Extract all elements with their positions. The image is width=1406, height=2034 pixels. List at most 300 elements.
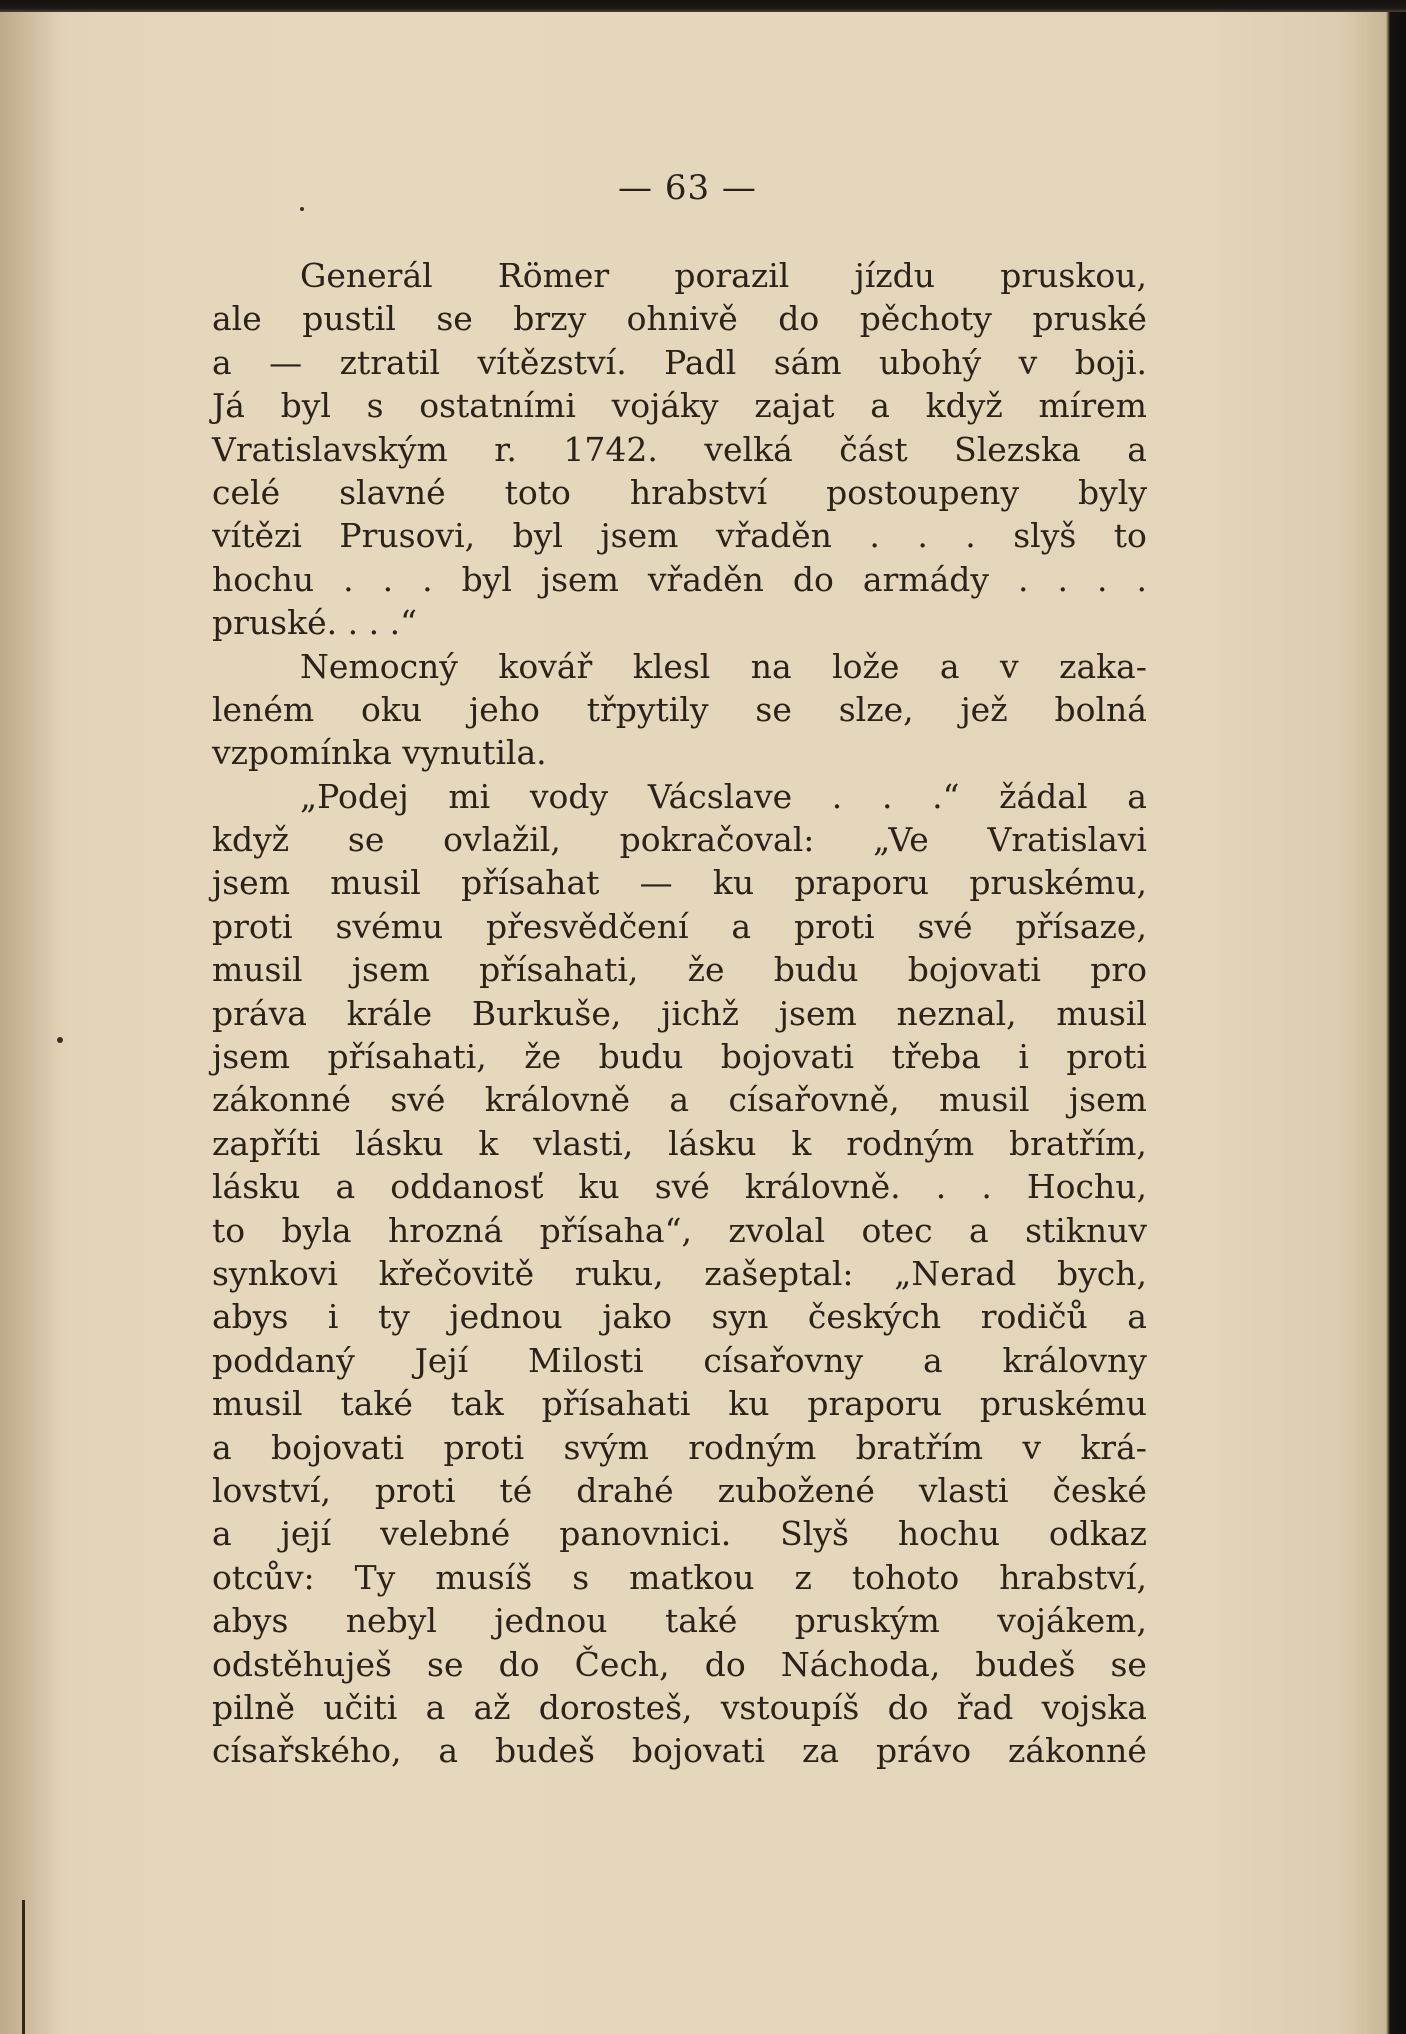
word: do: [704, 1644, 746, 1684]
word: a: [335, 1167, 356, 1207]
word: bojovati: [271, 1427, 405, 1467]
word: řad: [956, 1687, 1014, 1727]
word: slyš: [1013, 516, 1077, 556]
text-line: [212, 471, 1147, 514]
word: 1742.: [563, 429, 658, 469]
word: brzy: [513, 299, 587, 339]
word: zapříti: [212, 1123, 321, 1163]
word: i: [327, 1297, 339, 1337]
word: musil: [212, 950, 303, 990]
word: pěchoty: [859, 299, 992, 339]
word: jízdu: [854, 256, 936, 295]
text-line: [212, 297, 1147, 340]
word: císařského,: [212, 1731, 402, 1771]
word: bojovati: [631, 1731, 766, 1771]
word: sám: [773, 342, 842, 382]
word: královny: [1002, 1340, 1147, 1380]
word: přísahati: [541, 1384, 691, 1424]
word: jednou: [449, 1297, 563, 1337]
text-line: [212, 1295, 1147, 1338]
word: musil: [212, 1384, 303, 1424]
page-number: — 63 —: [618, 168, 757, 208]
word: se: [427, 1644, 464, 1684]
word: rodičů: [980, 1297, 1088, 1337]
word: a: [1127, 429, 1147, 469]
word: že: [524, 1037, 562, 1077]
word: matkou: [629, 1557, 755, 1597]
word: a: [870, 386, 890, 426]
word: práva: [212, 993, 307, 1033]
word: .“: [932, 776, 960, 816]
word: část: [839, 429, 908, 469]
word: lásku: [212, 1167, 301, 1207]
word: .: [981, 1167, 992, 1207]
text-line: [212, 341, 1147, 384]
word: .: [1096, 559, 1108, 599]
word: s: [366, 386, 384, 426]
word: do: [887, 1687, 929, 1727]
word: hochu: [897, 1514, 1000, 1554]
word: a: [923, 1340, 943, 1380]
word: Vácslave: [647, 776, 793, 816]
word: a: [669, 1080, 690, 1120]
word: v: [1000, 646, 1019, 686]
word: Hochu,: [1026, 1167, 1147, 1207]
text-line: [212, 645, 1147, 688]
text-line: [212, 1252, 1147, 1295]
word: .: [917, 516, 928, 556]
word: jichž: [661, 993, 740, 1033]
word: .: [368, 603, 380, 643]
word: pruským: [794, 1601, 940, 1641]
word: s: [572, 1557, 590, 1597]
word: lásku: [668, 1123, 757, 1163]
word: .: [831, 776, 843, 816]
text-line: [212, 992, 1147, 1035]
word: do: [792, 559, 834, 599]
word: učiti: [323, 1687, 398, 1727]
word: bratřím,: [1008, 1123, 1147, 1163]
word: třpytily: [586, 689, 709, 729]
text-line: [212, 428, 1147, 471]
word: pruskému: [979, 1384, 1147, 1424]
word: vřaděn: [647, 559, 764, 599]
word: .: [347, 603, 359, 643]
word: porazil: [674, 256, 790, 295]
word: vlasti,: [533, 1123, 634, 1163]
word: pruské: [1032, 299, 1147, 339]
word: Slezska: [954, 429, 1081, 469]
word: dorosteš,: [538, 1687, 693, 1727]
word: budu: [773, 950, 859, 990]
text-line: [212, 558, 1147, 601]
word: .: [965, 516, 976, 556]
word: .: [1057, 559, 1068, 599]
word: postoupeny: [826, 472, 1020, 512]
word: za: [802, 1731, 840, 1771]
text-line: [212, 775, 1147, 818]
word: byl: [512, 516, 563, 556]
word: k: [791, 1123, 812, 1163]
word: Slyš: [780, 1514, 849, 1554]
word: vřaděn: [715, 516, 832, 556]
word: boji.: [1074, 342, 1147, 382]
word: panovnici.: [559, 1514, 732, 1554]
word: vítězi: [212, 516, 302, 556]
word: k: [478, 1123, 499, 1163]
word: císařovně,: [728, 1080, 900, 1120]
word: zákonné: [212, 1080, 351, 1120]
word: svým: [563, 1427, 649, 1467]
word: .: [343, 559, 354, 599]
text-line: [212, 1556, 1147, 1599]
word: přísahati,: [327, 1037, 487, 1077]
word: slavné: [339, 472, 446, 512]
word: jednou: [494, 1601, 608, 1641]
word: své: [917, 906, 973, 946]
word: leném: [212, 689, 315, 729]
word: jako: [602, 1297, 672, 1337]
word: ruku,: [574, 1253, 664, 1293]
word: praporu: [807, 1384, 942, 1424]
word: velká: [704, 429, 793, 469]
word: až: [473, 1687, 511, 1727]
word: pokračoval:: [619, 820, 815, 860]
text-line: [212, 254, 1147, 297]
word: jsem: [778, 993, 857, 1033]
word: tohoto: [851, 1557, 960, 1597]
word: a: [212, 342, 232, 382]
word: r.: [494, 429, 517, 469]
text-line: [212, 861, 1147, 904]
word: .: [869, 516, 880, 556]
text-line: [212, 1209, 1147, 1252]
word: proti: [1066, 1037, 1147, 1077]
word: vzpomínka: [212, 733, 392, 773]
word: a: [212, 1427, 232, 1467]
word: nebyl: [345, 1601, 437, 1641]
word: bojovati: [720, 1037, 855, 1077]
word: mírem: [1038, 386, 1147, 426]
body-text: [212, 254, 1147, 1773]
word: zašeptal:: [704, 1253, 854, 1293]
word: zaka-: [1059, 646, 1147, 686]
word: byl: [280, 386, 331, 426]
word: a: [1127, 1297, 1147, 1337]
word: pruskému,: [969, 863, 1147, 903]
scanner-top-edge: [0, 0, 1406, 12]
word: v: [1022, 1427, 1041, 1467]
word: přísahati,: [479, 950, 639, 990]
word: .: [935, 1167, 947, 1207]
text-line: [212, 688, 1147, 731]
word: —: [269, 342, 303, 382]
word: se: [347, 820, 385, 860]
word: Burkuše,: [471, 993, 622, 1033]
word: se: [436, 299, 473, 339]
page-gutter-shadow: [0, 12, 60, 2034]
word: proti: [374, 1470, 456, 1510]
word: klesl: [632, 646, 711, 686]
word: v: [1018, 342, 1038, 382]
word: ubohý: [879, 342, 982, 382]
word: syn: [711, 1297, 769, 1337]
word: zajat: [754, 386, 835, 426]
word: své: [654, 1167, 710, 1207]
word: musil: [330, 863, 421, 903]
text-line: [212, 1382, 1147, 1425]
text-line: [212, 1469, 1147, 1512]
text-line: [212, 514, 1147, 557]
word: Generál: [300, 256, 433, 295]
word: rodným: [846, 1123, 975, 1163]
word: královně: [484, 1080, 631, 1120]
word: Milosti: [528, 1340, 644, 1380]
word: Vratislavi: [987, 820, 1147, 860]
word: jsem: [600, 516, 679, 556]
word: .: [1136, 559, 1147, 599]
word: Náchoda,: [780, 1644, 941, 1684]
word: stiknuv: [1025, 1210, 1147, 1250]
word: jež: [960, 689, 1008, 729]
word: proti: [212, 906, 293, 946]
word: abys: [212, 1601, 289, 1641]
word: její: [280, 1514, 332, 1554]
word: zvolal: [728, 1210, 826, 1250]
word: musíš: [435, 1557, 533, 1597]
word: vojáky: [611, 386, 719, 426]
word: ale: [212, 299, 262, 339]
word: vojska: [1041, 1687, 1147, 1727]
word: .: [382, 559, 394, 599]
word: „Nerad: [894, 1253, 1017, 1293]
word: hrabství: [629, 472, 768, 512]
text-line: [212, 384, 1147, 427]
page-edge-mark: [22, 1900, 25, 2034]
word: drahé: [576, 1470, 674, 1510]
word: hrozná: [387, 1210, 504, 1250]
text-line: [212, 905, 1147, 948]
word: a: [425, 1687, 446, 1727]
word: když: [925, 386, 1003, 426]
word: ty: [377, 1297, 410, 1337]
word: celé: [212, 472, 281, 512]
text-line: [212, 1165, 1147, 1208]
word: i: [1018, 1037, 1029, 1077]
word: pustil: [302, 299, 396, 339]
word: se: [755, 689, 792, 729]
text-line: [212, 1643, 1147, 1686]
word: vítězství.: [477, 342, 627, 382]
word: velebné: [380, 1514, 511, 1554]
word: byl: [461, 559, 512, 599]
word: právo: [875, 1731, 972, 1771]
word: toto: [504, 472, 571, 512]
word: a: [731, 906, 752, 946]
word: jsem: [351, 950, 430, 990]
word: neznal,: [896, 993, 1017, 1033]
word: bratřím: [855, 1427, 984, 1467]
word: přísaha“,: [539, 1210, 692, 1250]
word: do: [498, 1644, 540, 1684]
word: Její: [414, 1340, 469, 1380]
word: odstěhuješ: [212, 1644, 392, 1684]
word: ostatními: [419, 386, 576, 426]
word: pruskou,: [1000, 256, 1147, 295]
word: Prusovi,: [339, 516, 476, 556]
word: lásku: [355, 1123, 444, 1163]
text-line: [212, 731, 1147, 774]
word: ku: [578, 1167, 620, 1207]
word: to: [212, 1210, 246, 1250]
word: krá-: [1080, 1427, 1147, 1467]
word: rodným: [688, 1427, 817, 1467]
word: českých: [807, 1297, 942, 1337]
word: a: [212, 1514, 232, 1554]
word: budu: [598, 1037, 684, 1077]
word: budeš: [975, 1644, 1076, 1684]
word: krále: [346, 993, 433, 1033]
word: na: [750, 646, 792, 686]
word: ztratil: [339, 342, 441, 382]
word: Vratislavským: [212, 429, 448, 469]
word: jsem: [540, 559, 619, 599]
word: ovlažil,: [443, 820, 561, 860]
word: vody: [529, 776, 609, 816]
word: ku: [728, 1384, 770, 1424]
word: pilně: [212, 1687, 296, 1727]
word: tak: [450, 1384, 504, 1424]
text-line: [212, 1729, 1147, 1772]
word: a: [438, 1731, 459, 1771]
text-line: [212, 1686, 1147, 1729]
word: oddanosť: [390, 1167, 544, 1207]
word: musil: [939, 1080, 1030, 1120]
text-line: [212, 1512, 1147, 1555]
word: Nemocný: [300, 646, 458, 686]
word: bolná: [1054, 689, 1147, 729]
word: musil: [1056, 993, 1147, 1033]
word: přísahat: [461, 863, 600, 903]
word: Čech,: [574, 1644, 670, 1684]
word: Ty: [354, 1557, 396, 1597]
word: .“: [389, 603, 417, 643]
word: také: [340, 1384, 413, 1424]
word: .: [881, 776, 893, 816]
word: .: [422, 559, 433, 599]
word: zubožené: [717, 1470, 875, 1510]
word: té: [499, 1470, 533, 1510]
word: jsem: [212, 1037, 290, 1077]
word: ohnivě: [626, 299, 738, 339]
word: ku: [712, 863, 755, 903]
word: jeho: [468, 689, 540, 729]
text-line: [212, 948, 1147, 991]
word: bojovati: [907, 950, 1041, 990]
word: Padl: [664, 342, 737, 382]
text-line: [212, 1599, 1147, 1642]
word: a: [939, 646, 960, 686]
word: vynutila.: [402, 733, 547, 773]
word: když: [212, 820, 290, 860]
word: císařovny: [703, 1340, 864, 1380]
word: žádal: [999, 776, 1088, 816]
text-line: [212, 1339, 1147, 1382]
text-line: [212, 1078, 1147, 1121]
word: to: [1113, 516, 1147, 556]
word: mi: [448, 776, 491, 816]
word: vlasti: [918, 1470, 1009, 1510]
word: budeš: [495, 1731, 595, 1771]
word: bych,: [1056, 1253, 1147, 1293]
word: proti: [443, 1427, 525, 1467]
word: vojákem,: [997, 1601, 1147, 1641]
word: proti: [793, 906, 875, 946]
word: přísaze,: [1015, 906, 1147, 946]
word: svému: [335, 906, 444, 946]
word: a: [968, 1210, 989, 1250]
text-line: [212, 1426, 1147, 1469]
word: jsem: [1068, 1080, 1147, 1120]
word: lože: [832, 646, 900, 686]
word: jsem: [212, 863, 290, 903]
word: královně.: [744, 1167, 901, 1207]
word: hrabství,: [999, 1557, 1147, 1597]
word: byla: [281, 1210, 352, 1250]
word: odkaz: [1048, 1514, 1147, 1554]
word: z: [794, 1557, 812, 1597]
word: oku: [361, 689, 423, 729]
word: křečovitě: [378, 1253, 535, 1293]
word: také: [664, 1601, 738, 1641]
word: poddaný: [212, 1340, 355, 1380]
word: a: [1127, 776, 1147, 816]
word: armády: [862, 559, 990, 599]
word: vstoupíš: [720, 1687, 860, 1727]
word: zákonné: [1007, 1731, 1147, 1771]
word: „Ve: [873, 820, 929, 860]
word: .: [1018, 559, 1029, 599]
word: lovství,: [212, 1470, 331, 1510]
word: byly: [1078, 472, 1147, 512]
word: se: [1110, 1644, 1147, 1684]
word: své: [390, 1080, 446, 1120]
word: otec: [861, 1210, 933, 1250]
word: pruské.: [212, 603, 338, 643]
word: kovář: [498, 646, 593, 686]
text-line: [212, 1122, 1147, 1165]
word: do: [778, 299, 820, 339]
word: třeba: [891, 1037, 981, 1077]
word: —: [639, 863, 673, 903]
text-line: [212, 818, 1147, 861]
word: otcův:: [212, 1557, 315, 1597]
word: že: [687, 950, 725, 990]
word: „Podej: [300, 776, 409, 816]
word: synkovi: [212, 1253, 338, 1293]
ink-speck: [57, 1037, 63, 1043]
word: pro: [1090, 950, 1147, 990]
word: praporu: [794, 863, 930, 903]
text-line: [212, 601, 1147, 644]
word: slze,: [838, 689, 914, 729]
text-line: [212, 1035, 1147, 1078]
word: Römer: [497, 256, 610, 295]
word: přesvědčení: [486, 906, 689, 946]
word: abys: [212, 1297, 289, 1337]
word: hochu: [212, 559, 315, 599]
word: Já: [212, 386, 245, 426]
